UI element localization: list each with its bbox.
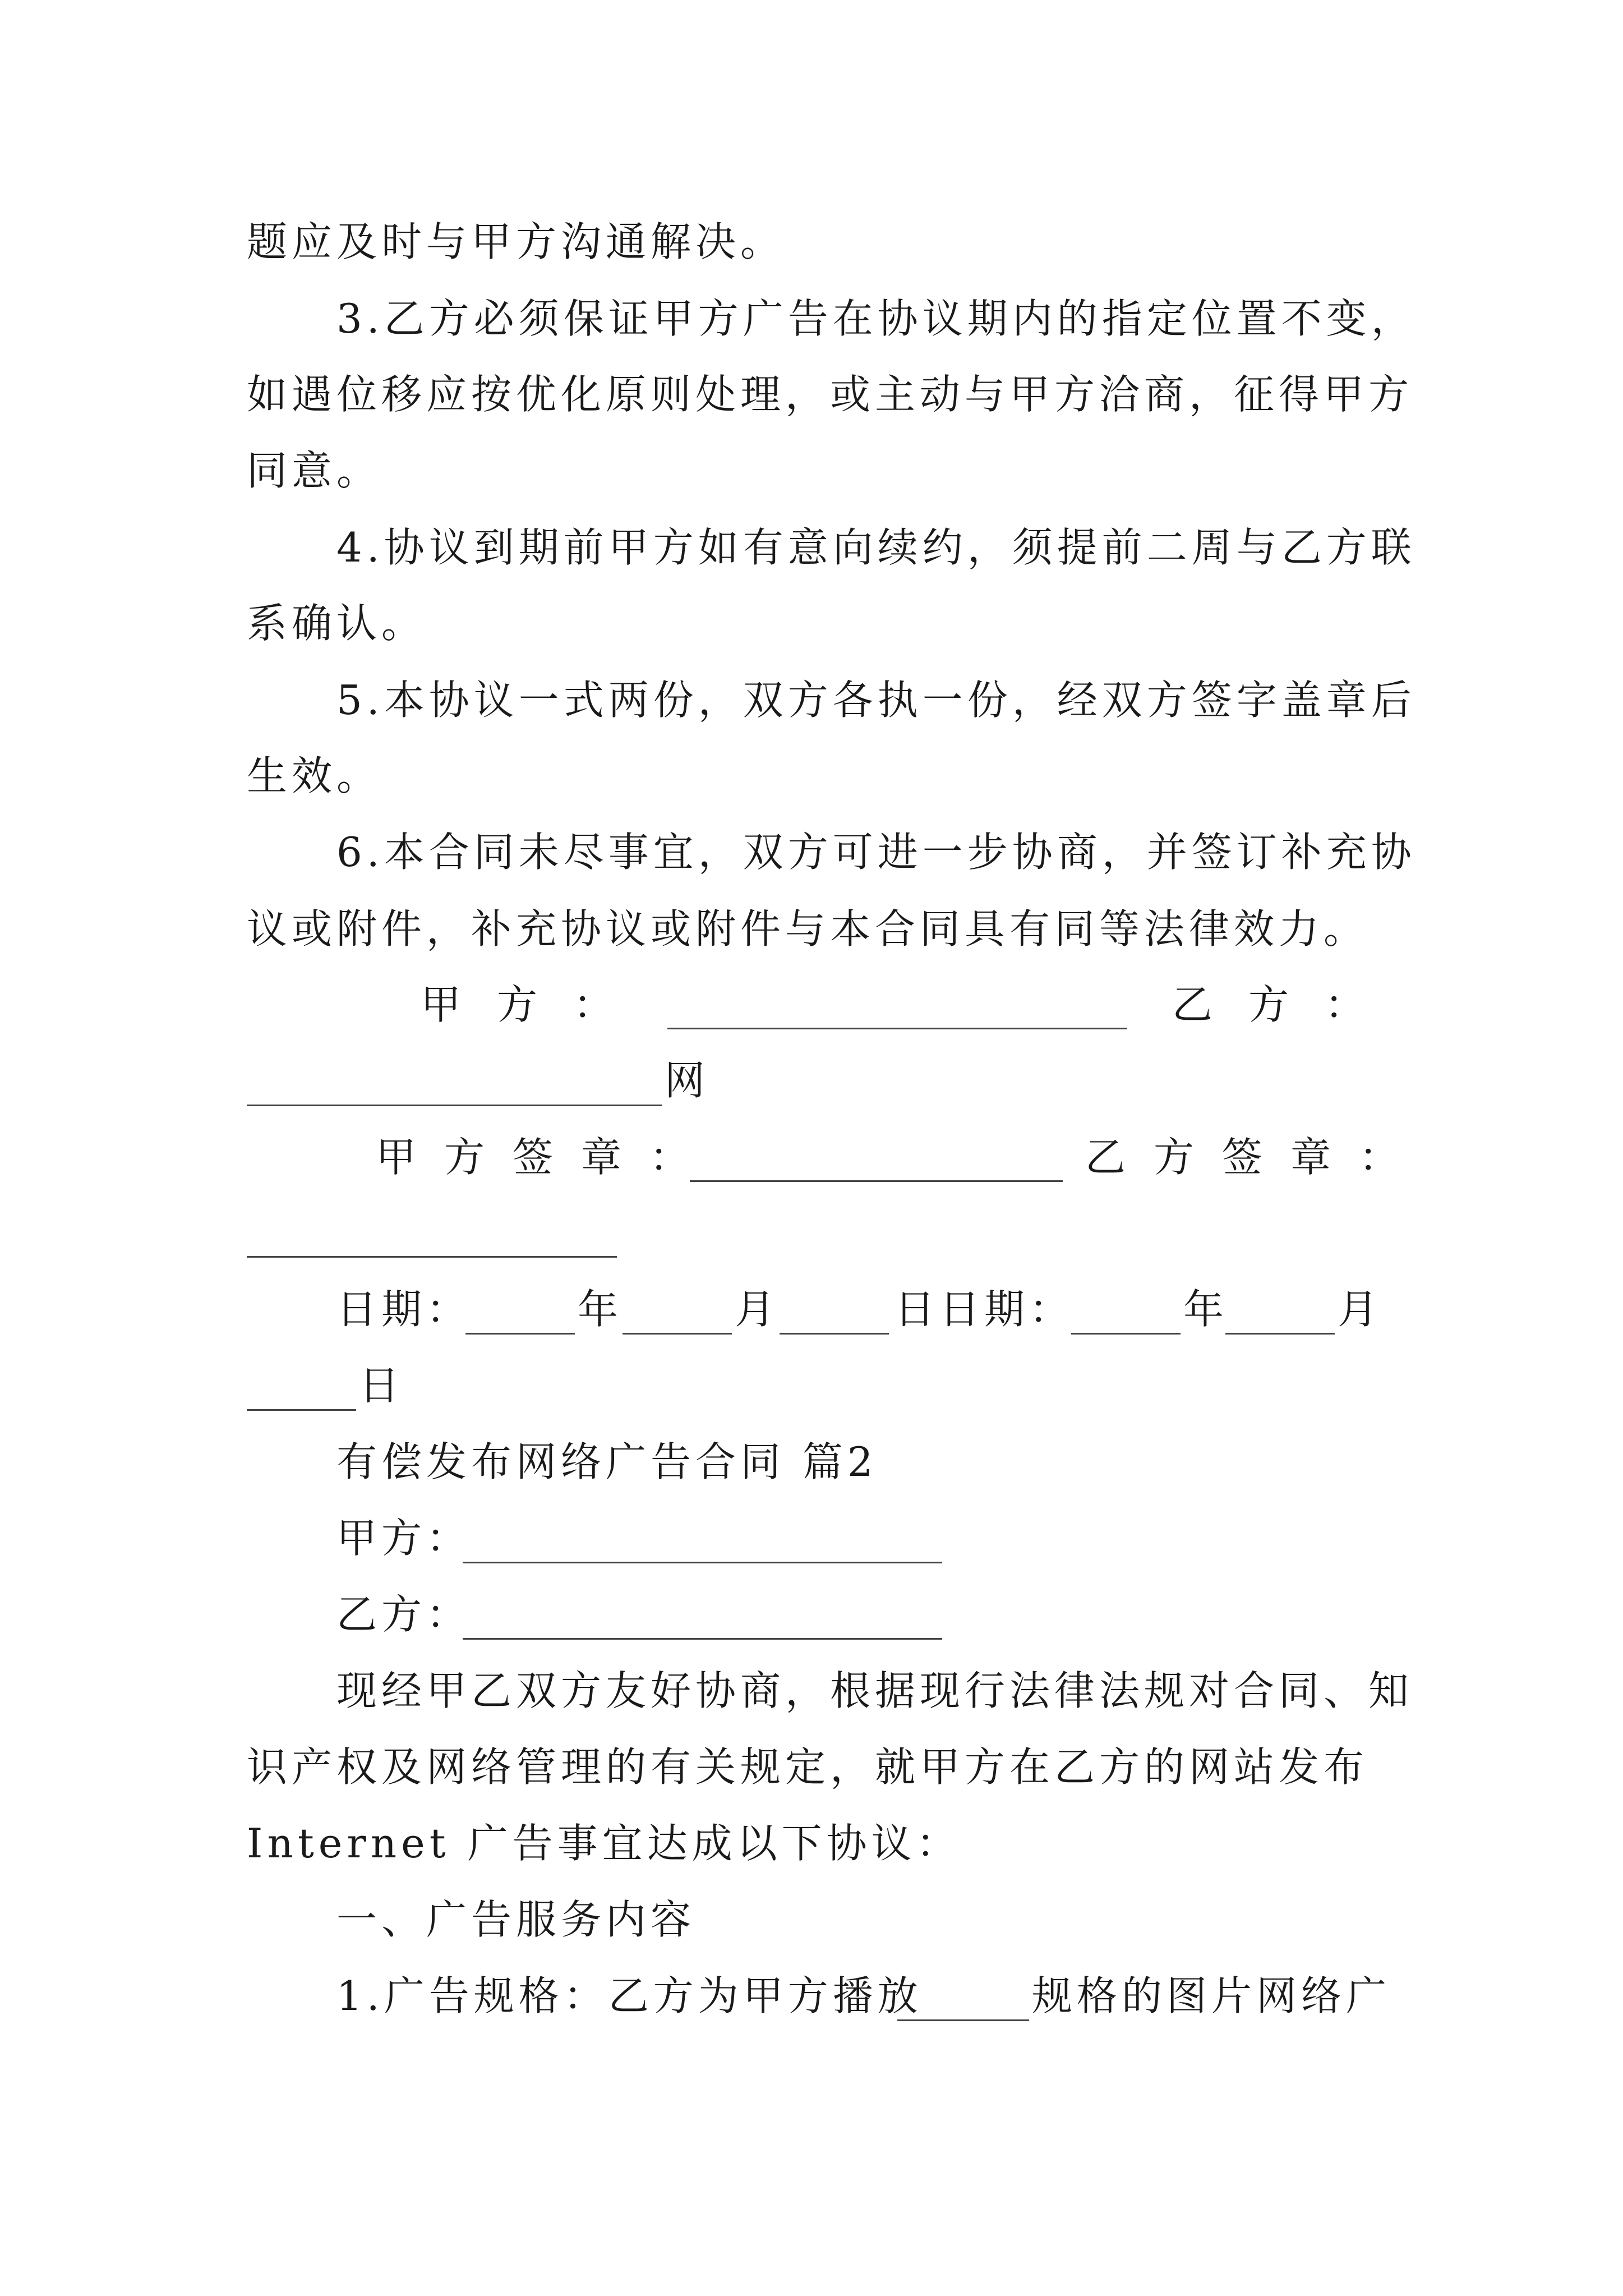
month-label: 月 — [735, 1286, 780, 1333]
section-title: 有偿发布网络广告合同 篇2 — [336, 1438, 878, 1485]
year-label: 年 — [578, 1286, 623, 1333]
party-a-field-blank — [463, 1526, 942, 1563]
seal-a-label: 甲方签章： — [376, 1134, 718, 1181]
paragraph-line: 如遇位移应按优化原则处理，或主动与甲方洽商，征得甲方 — [247, 371, 1414, 418]
seal-b-blank — [247, 1220, 617, 1258]
paragraph-line: 6.本合同未尽事宜，双方可进一步协商，并签订补充协 — [336, 829, 1416, 876]
paragraph-line: 1.广告规格：乙方为甲方播放 — [336, 1972, 923, 2019]
day-blank-b — [247, 1373, 356, 1411]
paragraph-line: 议或附件，补充协议或附件与本合同具有同等法律效力。 — [247, 905, 1369, 953]
party-a-label: 甲方： — [421, 981, 650, 1028]
paragraph-line: 规格的图片网络广 — [1032, 1972, 1391, 2019]
paragraph-line: 题应及时与甲方沟通解决。 — [247, 218, 786, 265]
day-date-label: 日日期： — [895, 1286, 1075, 1333]
month-label-b: 月 — [1338, 1286, 1383, 1333]
paragraph-line: 同意。 — [247, 447, 382, 494]
date-label: 日期： — [336, 1286, 472, 1333]
paragraph-line: 识产权及网络管理的有关规定，就甲方在乙方的网站发布 — [247, 1743, 1369, 1791]
party-b-suffix: 网 — [665, 1057, 710, 1104]
month-blank-b — [1225, 1297, 1335, 1335]
paragraph-line: 现经甲乙双方友好协商，根据现行法律法规对合同、知 — [336, 1667, 1414, 1714]
paragraph-line: 系确认。 — [247, 600, 427, 647]
day-label-b: 日 — [359, 1362, 404, 1409]
party-b-field-label: 乙方： — [336, 1591, 472, 1638]
section-heading: 一、广告服务内容 — [336, 1896, 696, 1943]
year-label-b: 年 — [1183, 1286, 1229, 1333]
paragraph-line: Internet 广告事宜达成以下协议： — [247, 1820, 961, 1867]
party-a-blank — [667, 992, 1127, 1029]
party-a-field-label: 甲方： — [336, 1515, 472, 1562]
paragraph-line: 4.协议到期前甲方如有意向续约，须提前二周与乙方联 — [336, 524, 1416, 571]
spec-blank — [897, 1984, 1029, 2021]
day-blank — [780, 1297, 889, 1335]
party-b-blank — [247, 1069, 662, 1106]
paragraph-line: 3.乙方必须保证甲方广告在协议期内的指定位置不变， — [336, 295, 1416, 342]
party-b-label: 乙方： — [1172, 981, 1401, 1028]
year-blank-b — [1071, 1297, 1181, 1335]
seal-a-blank — [690, 1144, 1063, 1182]
paragraph-line: 生效。 — [247, 752, 382, 799]
party-b-field-blank — [463, 1602, 942, 1640]
paragraph-line: 5.本协议一式两份，双方各执一份，经双方签字盖章后 — [336, 677, 1416, 724]
seal-b-label: 乙方签章： — [1085, 1134, 1428, 1181]
year-blank — [465, 1297, 575, 1335]
month-blank — [623, 1297, 732, 1335]
